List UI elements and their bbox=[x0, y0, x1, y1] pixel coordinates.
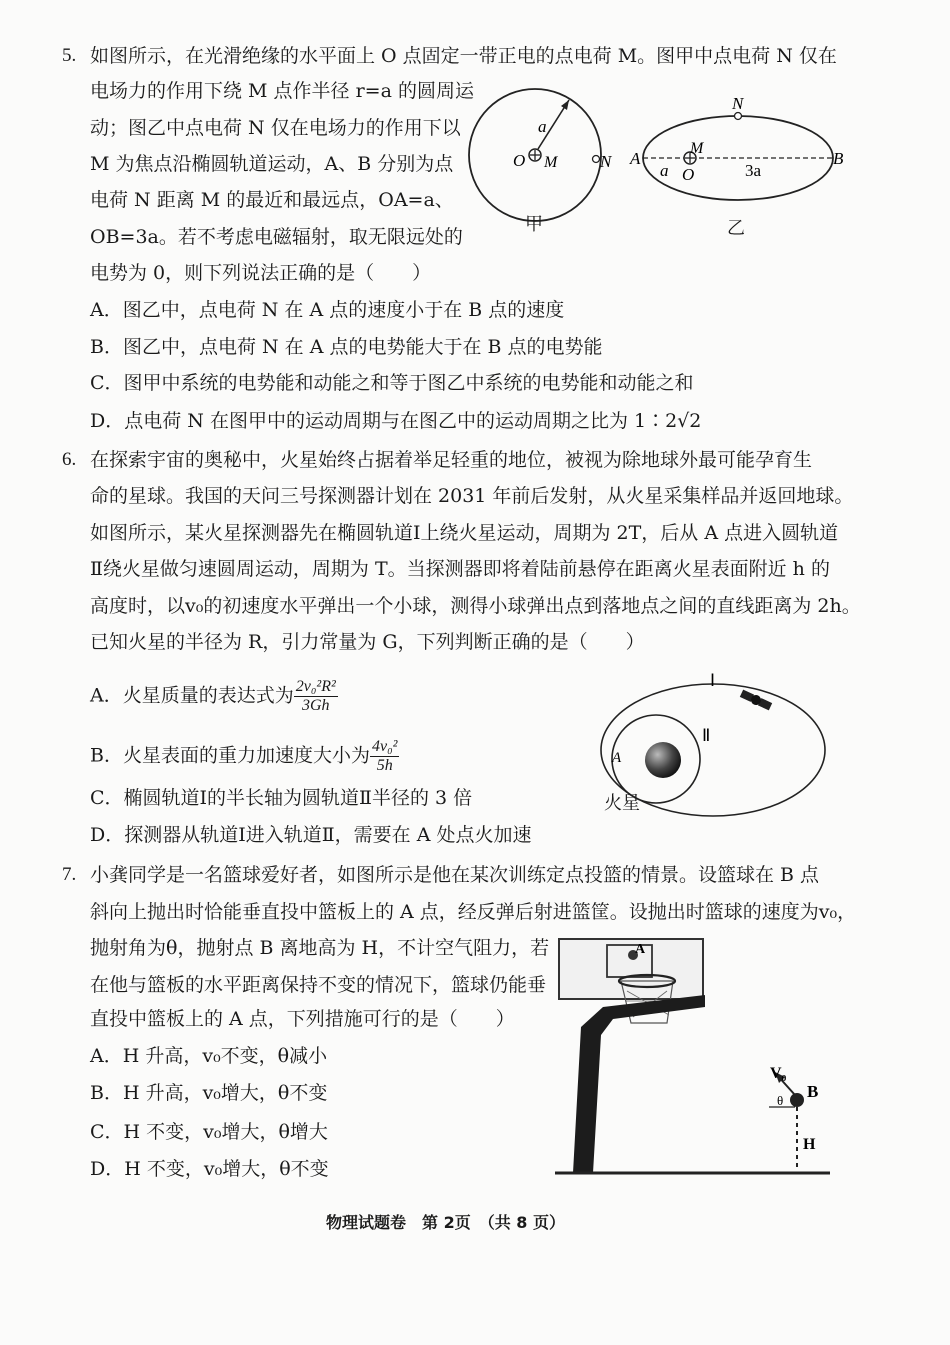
ball-b bbox=[790, 1093, 804, 1107]
jia-n-label: N bbox=[600, 152, 612, 171]
q7-stem-line-3: 抛射角为θ，抛射点 B 离地高为 H，不计空气阻力，若 bbox=[90, 937, 550, 959]
q5-number: 5. bbox=[62, 45, 77, 66]
q7-option-a: A．H 升高，v₀不变，θ减小 bbox=[90, 1045, 328, 1067]
q5-stem-line-6: OB=3a。若不考虑电磁辐射，取无限远处的 bbox=[90, 226, 463, 248]
mars-label: 火星 bbox=[604, 793, 640, 814]
jia-radius-label: a bbox=[538, 117, 547, 136]
q7-stem-line-1: 小龚同学是一名篮球爱好者，如图所示是他在某次训练定点投篮的情景。设篮球在 B 点 bbox=[90, 864, 820, 886]
q5-stem-line-1: 如图所示，在光滑绝缘的水平面上 O 点固定一带正电的点电荷 M。图甲中点电荷 N 仅在 bbox=[90, 45, 837, 67]
h-label: H bbox=[803, 1136, 816, 1153]
yi-long-label: 3a bbox=[745, 161, 762, 180]
yi-short-label: a bbox=[660, 161, 669, 180]
jia-o-label: O bbox=[513, 151, 526, 170]
point-a-label: A bbox=[635, 942, 646, 957]
yi-a-label: A bbox=[630, 149, 641, 168]
hoop-pole bbox=[573, 979, 705, 1173]
q5-stem-line-3: 动；图乙中点电荷 N 仅在电场力的作用下以 bbox=[90, 117, 461, 139]
q7-stem-line-4: 在他与篮板的水平距离保持不变的情况下，篮球仍能垂 bbox=[90, 974, 547, 996]
q5-stem-line-7: 电势为 0，则下列说法正确的是（ ） bbox=[90, 262, 432, 284]
jia-m-label: M bbox=[544, 154, 558, 171]
backboard bbox=[559, 939, 703, 999]
q5-option-c: C．图甲中系统的电势能和动能之和等于图乙中系统的电势能和动能之和 bbox=[90, 372, 694, 394]
q7-stem-line-2: 斜向上抛出时恰能垂直投中篮板上的 A 点，经反弹后射进篮筐。设抛出时篮球的速度为v₀， bbox=[90, 901, 857, 923]
jia-charge-n bbox=[593, 156, 600, 163]
q6-stem-line-3: 如图所示，某火星探测器先在椭圆轨道Ⅰ上绕火星运动，周期为 2T，后从 A 点进入圆轨道 bbox=[90, 522, 839, 544]
q7-option-c: C．H 不变，v₀增大，θ增大 bbox=[90, 1121, 328, 1143]
yi-n-label: N bbox=[732, 94, 744, 113]
q7-option-b: B．H 升高，v₀增大，θ不变 bbox=[90, 1082, 328, 1104]
orbit-1-label: Ⅰ bbox=[710, 671, 716, 690]
mars-planet bbox=[645, 742, 681, 778]
yi-m-label: M bbox=[690, 140, 704, 157]
q6-option-b: B．火星表面的重力加速度大小为 $\frac{\text{4v₀²}}{5h}$ bbox=[90, 738, 398, 774]
q6-stem-line-1: 在探索宇宙的奥秘中，火星始终占据着举足轻重的地位，被视为除地球外最可能孕育生 bbox=[90, 449, 813, 471]
q6-option-c: C．椭圆轨道Ⅰ的半长轴为圆轨道Ⅱ半径的 3 倍 bbox=[90, 787, 473, 809]
q7-stem-line-5: 直投中篮板上的 A 点，下列措施可行的是（ ） bbox=[90, 1008, 515, 1030]
q5-option-b: B．图乙中，点电荷 N 在 A 点的电势能大于在 B 点的电势能 bbox=[90, 336, 603, 358]
q5-figure-yi bbox=[628, 92, 850, 207]
q6-stem-line-5: 高度时，以v₀的初速度水平弹出一个小球，测得小球弹出点到落地点之间的直线距离为 2h。 bbox=[90, 595, 861, 617]
q7-number: 7. bbox=[62, 864, 77, 885]
q6-stem-line-4: Ⅱ绕火星做匀速圆周运动，周期为 T。当探测器即将着陆前悬停在距离火星表面附近 h 的 bbox=[90, 558, 830, 580]
yi-b-label: B bbox=[833, 149, 844, 168]
b-label: B bbox=[807, 1082, 819, 1101]
q5-option-d: D．点电荷 N 在图甲中的运动周期与在图乙中的运动周期之比为 1∶2√2 bbox=[90, 410, 702, 432]
page-footer: 物理试题卷 第 2页 （共 8 页） bbox=[326, 1213, 565, 1232]
orbit-2-label: Ⅱ bbox=[702, 726, 711, 745]
q5-figure-yi-caption: 乙 bbox=[727, 218, 745, 239]
point-a-label: A bbox=[612, 750, 622, 766]
q6-stem-line-2: 命的星球。我国的天问三号探测器计划在 2031 年前后发射，从火星采集样品并返回地球。 bbox=[90, 485, 854, 507]
q6-number: 6. bbox=[62, 449, 77, 470]
q6-option-a: A．火星质量的表达式为 $\frac{\text{2v₀²R²}}{3Gh}$ bbox=[90, 678, 336, 714]
q5-figure-jia-caption: 甲 bbox=[525, 214, 543, 235]
yi-charge-n bbox=[735, 113, 742, 120]
yi-o-label: O bbox=[682, 165, 695, 184]
q7-option-d: D．H 不变，v₀增大，θ不变 bbox=[90, 1158, 329, 1180]
q6-option-d: D．探测器从轨道Ⅰ进入轨道Ⅱ，需要在 A 处点火加速 bbox=[90, 824, 532, 846]
q5-stem-line-2: 电场力的作用下绕 M 点作半径 r=a 的圆周运 bbox=[90, 80, 474, 102]
q5-stem-line-4: M 为焦点沿椭圆轨道运动，A、B 分别为点 bbox=[90, 153, 454, 175]
q7-figure-basketball bbox=[555, 935, 830, 1180]
q5-stem-line-5: 电荷 N 距离 M 的最近和最远点，OA=a、 bbox=[90, 189, 454, 211]
q6-stem-line-6: 已知火星的半径为 R，引力常量为 G，下列判断正确的是（ ） bbox=[90, 631, 645, 653]
v0-label: V₀ bbox=[770, 1065, 787, 1082]
q5-option-a: A．图乙中，点电荷 N 在 A 点的速度小于在 B 点的速度 bbox=[90, 299, 565, 321]
theta-label: θ bbox=[777, 1093, 784, 1108]
